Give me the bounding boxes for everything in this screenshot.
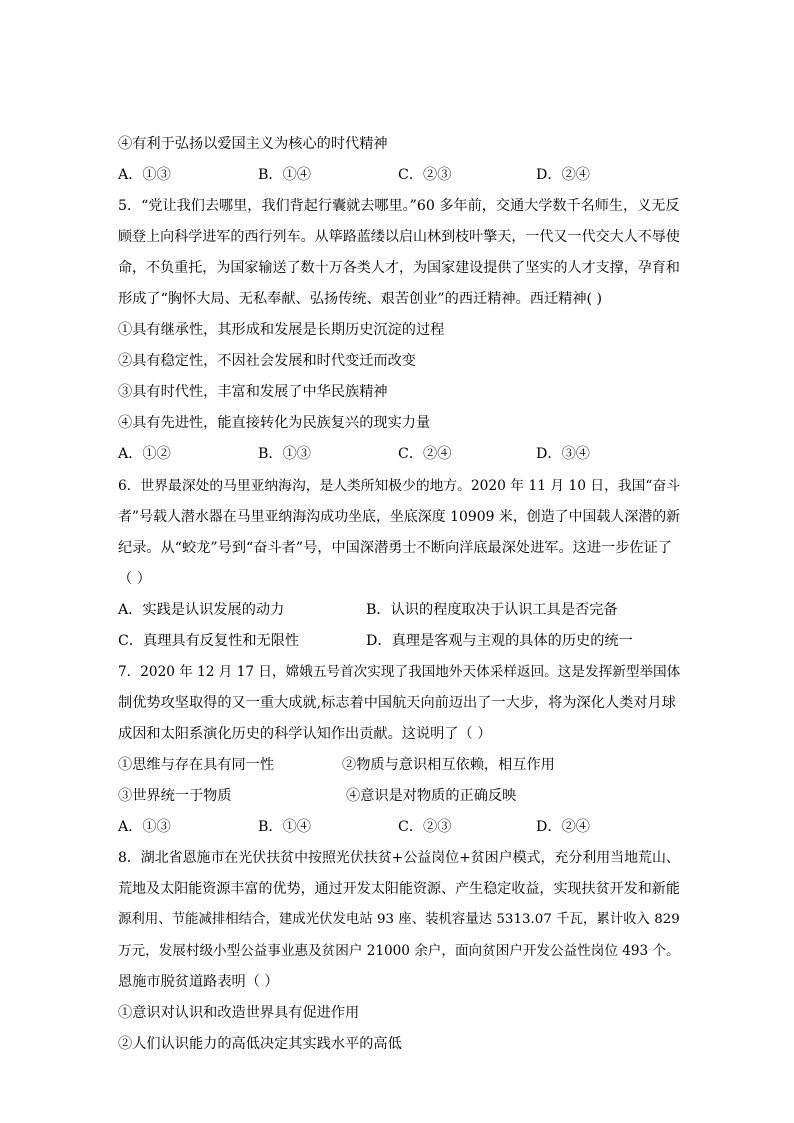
q5-option-c: C．②④ bbox=[398, 446, 452, 462]
q7-option-a: A．①③ bbox=[118, 819, 171, 835]
q6-option-a: A．实践是认识发展的动力 bbox=[118, 602, 285, 618]
q8-stem-line-5: 恩施市脱贫道路表明（ ） bbox=[118, 974, 279, 990]
q5-item-4: ④具有先进性，能直接转化为民族复兴的现实力量 bbox=[118, 415, 431, 431]
q6-options-row-2 bbox=[118, 631, 680, 651]
q4-option-b: B．①④ bbox=[258, 167, 311, 183]
q7-items-row-1 bbox=[118, 755, 680, 775]
q5-option-a: A．①② bbox=[118, 446, 171, 462]
q6-option-d: D．真理是客观与主观的具体的历史的统一 bbox=[366, 633, 633, 649]
q5-stem-line-4: 形成了“胸怀大局、无私奉献、弘扬传统、艰苦创业”的西迁精神。西迁精神( ) bbox=[118, 291, 603, 307]
q4-item-4: ④有利于弘扬以爱国主义为核心的时代精神 bbox=[118, 136, 388, 152]
q4-options bbox=[118, 165, 680, 185]
q6-options-row-1 bbox=[118, 600, 680, 620]
q5-stem-line-1: 5．“党让我们去哪里，我们背起行囊就去哪里。”60 多年前，交通大学数千名师生，义无反 bbox=[118, 198, 680, 214]
q6-stem-line-2: 者”号载人潜水器在马里亚纳海沟成功坐底，坐底深度 10909 米，创造了中国载人深潜的新 bbox=[118, 509, 681, 525]
q4-option-d: D．②④ bbox=[536, 167, 590, 183]
q5-stem-line-3: 命，不负重托，为国家输送了数十万各类人才，为国家建设提供了坚实的人才支撑，孕育和 bbox=[118, 260, 680, 276]
q8-stem-line-2: 荒地及太阳能资源丰富的优势，通过开发太阳能资源、产生稳定收益，实现扶贫开发和新能 bbox=[118, 881, 680, 897]
q7-item-4: ④意识是对物质的正确反映 bbox=[346, 788, 517, 804]
q8-stem-line-4: 万元，发展村级小型公益事业惠及贫困户 21000 余户，面向贫困户开发公益性岗位 493 个。 bbox=[118, 943, 680, 959]
q7-options bbox=[118, 817, 680, 837]
q7-item-3: ③世界统一于物质 bbox=[118, 788, 232, 804]
q7-option-b: B．①④ bbox=[258, 819, 311, 835]
q5-options bbox=[118, 444, 680, 464]
q6-stem-line-1: 6．世界最深处的马里亚纳海沟，是人类所知极少的地方。2020 年 11 月 10 日，我国“奋斗 bbox=[118, 478, 681, 494]
q5-option-b: B．①③ bbox=[258, 446, 311, 462]
q7-option-c: C．②③ bbox=[398, 819, 452, 835]
q4-option-c: C．②③ bbox=[398, 167, 452, 183]
q8-stem-line-1: 8．湖北省恩施市在光伏扶贫中按照光伏扶贫+公益岗位+贫困户模式，充分利用当地荒山、 bbox=[118, 850, 680, 866]
q8-item-2: ②人们认识能力的高低决定其实践水平的高低 bbox=[118, 1036, 402, 1052]
q5-item-1: ①具有继承性，其形成和发展是长期历史沉淀的过程 bbox=[118, 322, 445, 338]
q6-option-c: C．真理具有反复性和无限性 bbox=[118, 633, 300, 649]
q4-option-a: A．①③ bbox=[118, 167, 171, 183]
q5-item-3: ③具有时代性，丰富和发展了中华民族精神 bbox=[118, 384, 388, 400]
q7-item-2: ②物质与意识相互依赖，相互作用 bbox=[342, 757, 555, 773]
q8-stem-line-3: 源利用、节能减排相结合，建成光伏发电站 93 座、装机容量达 5313.07 千瓦，累计收入 829 bbox=[118, 912, 680, 927]
q6-stem-line-3: 纪录。从“蛟龙”号到“奋斗者”号，中国深潜勇士不断向洋底最深处进军。这进一步佐证了 bbox=[118, 540, 672, 556]
q5-stem-line-2: 顾登上向科学进军的西行列车。从筚路蓝缕以启山林到枝叶擎天，一代又一代交大人不辱使 bbox=[118, 229, 680, 245]
q7-items-row-2 bbox=[118, 786, 680, 806]
q6-option-b: B．认识的程度取决于认识工具是否完备 bbox=[366, 602, 618, 618]
q8-item-1: ①意识对认识和改造世界具有促进作用 bbox=[118, 1005, 360, 1021]
q7-stem-line-3: 成因和太阳系演化历史的科学认知作出贡献。这说明了（ ） bbox=[118, 726, 492, 742]
q5-option-d: D．③④ bbox=[536, 446, 590, 462]
q6-stem-line-4: （ ） bbox=[118, 571, 151, 587]
q7-item-1: ①思维与存在具有同一性 bbox=[118, 757, 275, 773]
q7-stem-line-2: 制优势攻坚取得的又一重大成就,标志着中国航天向前迈出了一大步，将为深化人类对月球 bbox=[118, 695, 676, 711]
q7-option-d: D．②④ bbox=[536, 819, 590, 835]
q5-item-2: ②具有稳定性，不因社会发展和时代变迁而改变 bbox=[118, 353, 416, 369]
q7-stem-line-1: 7．2020 年 12 月 17 日，嫦娥五号首次实现了我国地外天体采样返回。这是发挥新型举国体 bbox=[118, 664, 681, 680]
